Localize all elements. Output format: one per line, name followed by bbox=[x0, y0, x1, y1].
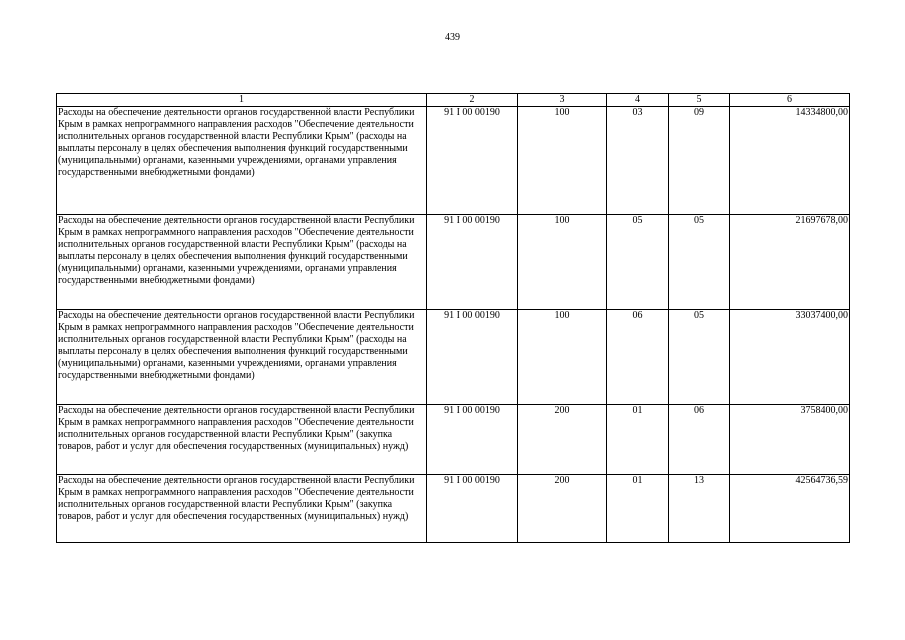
row-expense-type: 100 bbox=[518, 215, 607, 310]
table-row bbox=[57, 215, 850, 310]
header-cell-2: 2 bbox=[427, 94, 518, 107]
row-subsection: 13 bbox=[669, 475, 730, 543]
page-number: 439 bbox=[445, 32, 460, 43]
row-target-code: 91 I 00 00190 bbox=[427, 475, 518, 543]
row-section: 01 bbox=[607, 475, 669, 543]
row-amount: 14334800,00 bbox=[730, 107, 850, 215]
row-expense-type: 100 bbox=[518, 310, 607, 405]
row-subsection: 09 bbox=[669, 107, 730, 215]
row-description: Расходы на обеспечение деятельности органов государственной власти Республики Крым в рамках непрограммного направления расходов "Обеспечение деятельности исполнительных органов государственной власти Республики Крым" (расходы на выплаты персоналу в целях обеспечения выполнения функций государственными (муниципальными) органами, казенными учреждениями, органами управления государственными внебюджетными фондами) bbox=[57, 310, 427, 405]
table-row bbox=[57, 310, 850, 405]
row-expense-type: 200 bbox=[518, 405, 607, 475]
row-expense-type: 200 bbox=[518, 475, 607, 543]
row-subsection: 06 bbox=[669, 405, 730, 475]
table-row bbox=[57, 107, 850, 215]
row-section: 05 bbox=[607, 215, 669, 310]
row-amount: 33037400,00 bbox=[730, 310, 850, 405]
header-cell-6: 6 bbox=[730, 94, 850, 107]
row-section: 03 bbox=[607, 107, 669, 215]
row-section: 06 bbox=[607, 310, 669, 405]
row-description: Расходы на обеспечение деятельности органов государственной власти Республики Крым в рамках непрограммного направления расходов "Обеспечение деятельности исполнительных органов государственной власти Республики Крым" (расходы на выплаты персоналу в целях обеспечения выполнения функций государственными (муниципальными) органами, казенными учреждениями, органами управления государственными внебюджетными фондами) bbox=[57, 107, 427, 215]
header-cell-1: 1 bbox=[57, 94, 427, 107]
table-row bbox=[57, 475, 850, 543]
row-expense-type: 100 bbox=[518, 107, 607, 215]
row-target-code: 91 I 00 00190 bbox=[427, 405, 518, 475]
row-description: Расходы на обеспечение деятельности органов государственной власти Республики Крым в рамках непрограммного направления расходов "Обеспечение деятельности исполнительных органов государственной власти Республики Крым" (закупка товаров, работ и услуг для обеспечения государственных (муниципальных) нужд) bbox=[57, 475, 427, 543]
table-row bbox=[57, 405, 850, 475]
row-section: 01 bbox=[607, 405, 669, 475]
row-description: Расходы на обеспечение деятельности органов государственной власти Республики Крым в рамках непрограммного направления расходов "Обеспечение деятельности исполнительных органов государственной власти Республики Крым" (расходы на выплаты персоналу в целях обеспечения выполнения функций государственными (муниципальными) органами, казенными учреждениями, органами управления государственными внебюджетными фондами) bbox=[57, 215, 427, 310]
row-amount: 42564736,59 bbox=[730, 475, 850, 543]
header-cell-5: 5 bbox=[669, 94, 730, 107]
row-amount: 3758400,00 bbox=[730, 405, 850, 475]
header-cell-3: 3 bbox=[518, 94, 607, 107]
header-cell-4: 4 bbox=[607, 94, 669, 107]
table-header-row bbox=[57, 94, 850, 107]
row-subsection: 05 bbox=[669, 215, 730, 310]
budget-table bbox=[56, 93, 850, 543]
row-target-code: 91 I 00 00190 bbox=[427, 107, 518, 215]
row-target-code: 91 I 00 00190 bbox=[427, 310, 518, 405]
row-subsection: 05 bbox=[669, 310, 730, 405]
row-target-code: 91 I 00 00190 bbox=[427, 215, 518, 310]
row-description: Расходы на обеспечение деятельности органов государственной власти Республики Крым в рамках непрограммного направления расходов "Обеспечение деятельности исполнительных органов государственной власти Республики Крым" (закупка товаров, работ и услуг для обеспечения государственных (муниципальных) нужд) bbox=[57, 405, 427, 475]
row-amount: 21697678,00 bbox=[730, 215, 850, 310]
